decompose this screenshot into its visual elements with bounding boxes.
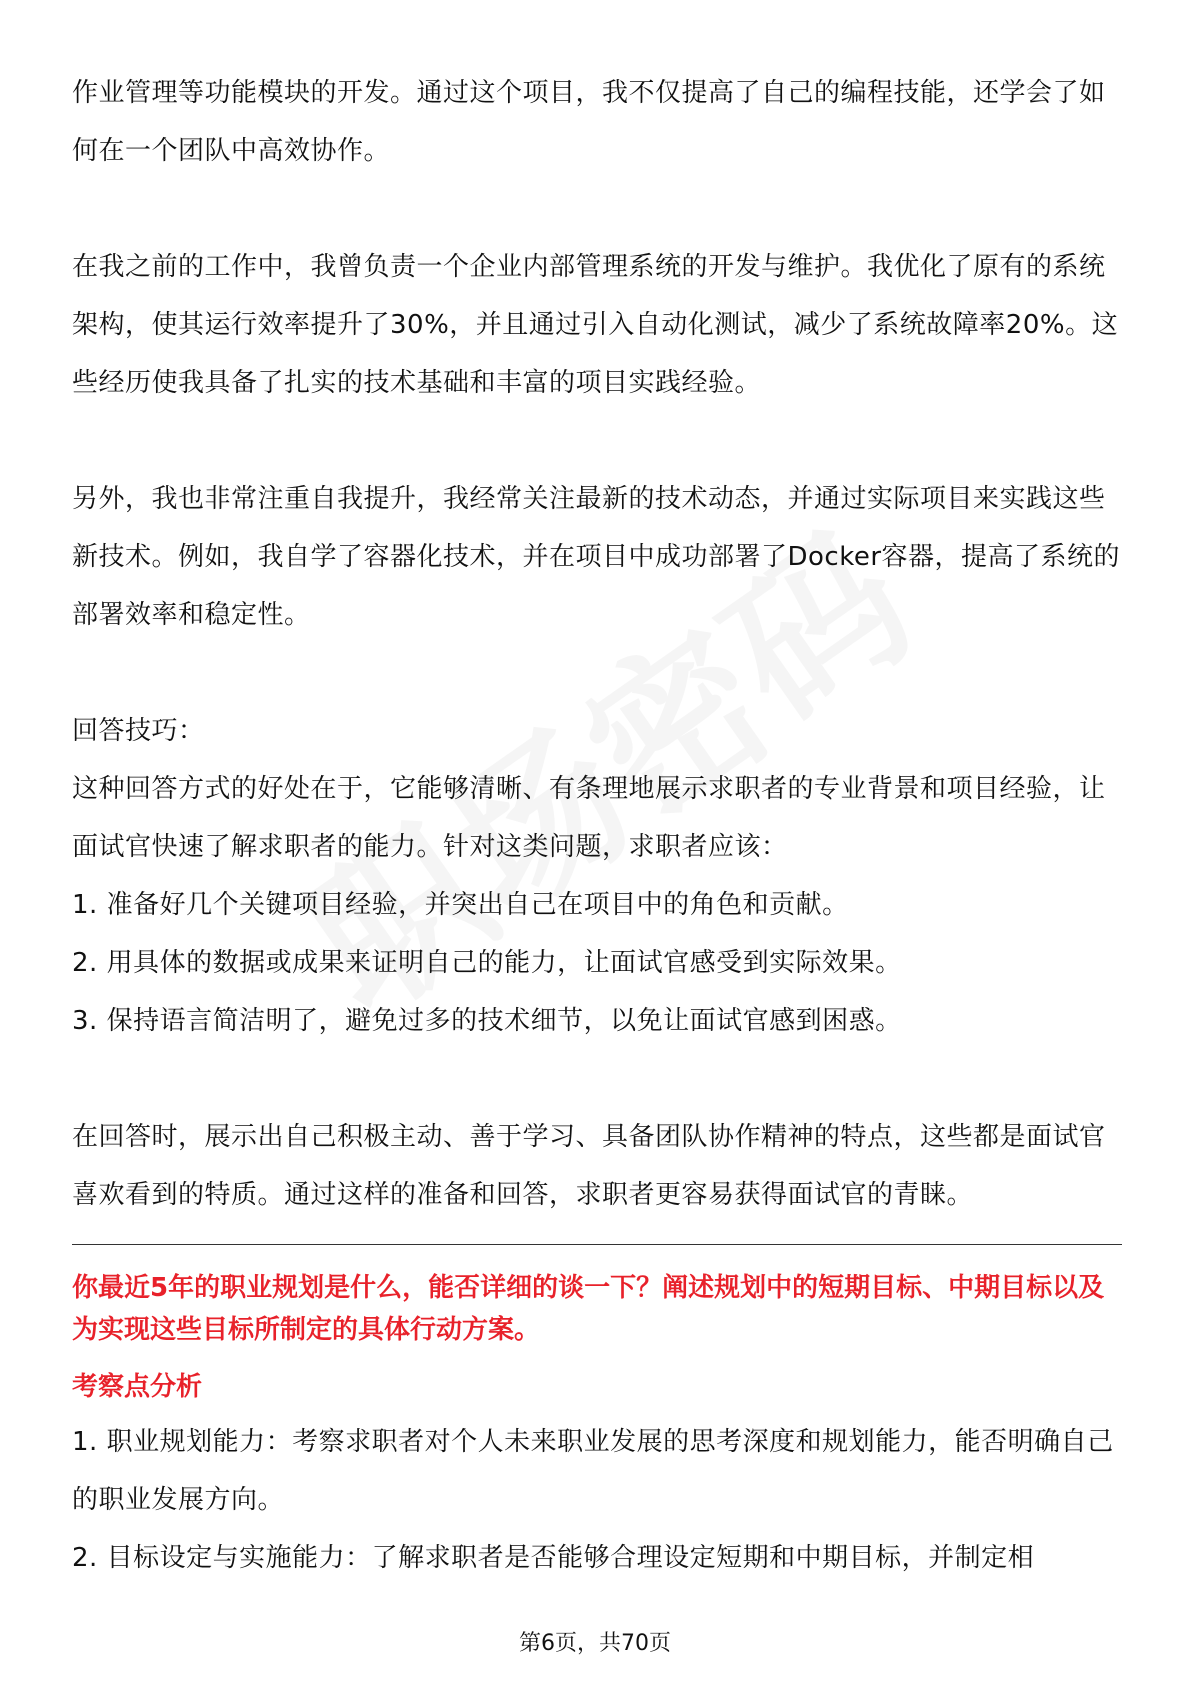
tips-item: 1. 准备好几个关键项目经验，并突出自己在项目中的角色和贡献。 bbox=[72, 890, 849, 920]
paragraph-project: 作业管理等功能模块的开发。通过这个项目，我不仅提高了自己的编程技能，还学会了如何在一个团队中高效协作。 bbox=[72, 78, 1106, 166]
document-page bbox=[72, 64, 1122, 1587]
analysis-item: 2. 目标设定与实施能力：了解求职者是否能够合理设定短期和中期目标，并制定相 bbox=[72, 1543, 1035, 1573]
paragraph-experience: 在我之前的工作中，我曾负责一个企业内部管理系统的开发与维护。我优化了原有的系统架构，使其运行效率提升了30%，并且通过引入自动化测试，减少了系统故障率20%。这些经历使我具备了扎实的技术基础和丰富的项目实践经验。 bbox=[72, 252, 1119, 398]
analysis-title: 考察点分析 bbox=[72, 1372, 203, 1402]
tips-item: 2. 用具体的数据或成果来证明自己的能力，让面试官感受到实际效果。 bbox=[72, 948, 902, 978]
tips-heading: 回答技巧： bbox=[72, 716, 205, 746]
interview-question: 你最近5年的职业规划是什么，能否详细的谈一下？阐述规划中的短期目标、中期目标以及为实现这些目标所制定的具体行动方案。 bbox=[72, 1273, 1105, 1345]
page-number: 第6页，共70页 bbox=[519, 1631, 671, 1656]
tips-item: 3. 保持语言简洁明了，避免过多的技术细节，以免让面试官感到困惑。 bbox=[72, 1006, 902, 1036]
divider bbox=[72, 1244, 1122, 1245]
tips-closing: 在回答时，展示出自己积极主动、善于学习、具备团队协作精神的特点，这些都是面试官喜欢看到的特质。通过这样的准备和回答，求职者更容易获得面试官的青睐。 bbox=[72, 1122, 1106, 1210]
analysis-item: 1. 职业规划能力：考察求职者对个人未来职业发展的思考深度和规划能力，能否明确自己的职业发展方向。 bbox=[72, 1427, 1114, 1515]
tips-intro: 这种回答方式的好处在于，它能够清晰、有条理地展示求职者的专业背景和项目经验，让面试官快速了解求职者的能力。针对这类问题，求职者应该： bbox=[72, 774, 1106, 862]
paragraph-self-improvement: 另外，我也非常注重自我提升，我经常关注最新的技术动态，并通过实际项目来实践这些新技术。例如，我自学了容器化技术，并在项目中成功部署了Docker容器，提高了系统的部署效率和稳定性。 bbox=[72, 484, 1121, 630]
